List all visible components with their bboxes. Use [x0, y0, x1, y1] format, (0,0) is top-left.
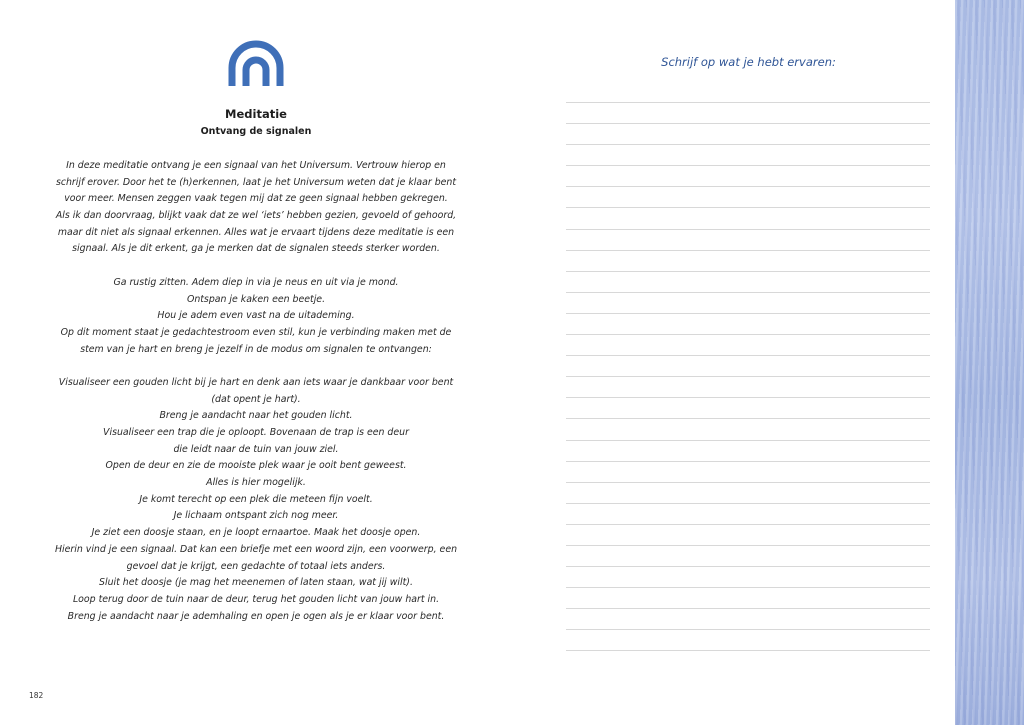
text-line: Als ik dan doorvraag, blijkt vaak dat ze wel ‘iets’ hebben gezien, gevoeld of gehoord, — [55, 210, 457, 222]
writing-line[interactable] — [566, 440, 930, 461]
text-line: Hou je adem even vast na de uitademing. — [157, 310, 355, 322]
writing-line[interactable] — [566, 355, 930, 376]
rainbow-arch-icon — [226, 40, 286, 90]
text-line: In deze meditatie ontvang je een signaal van het Universum. Vertrouw hierop en — [66, 160, 446, 171]
text-line: Op dit moment staat je gedachtestroom even stil, kun je verbinding maken met de — [60, 326, 452, 338]
writing-line[interactable] — [566, 397, 930, 418]
text-line: Ga rustig zitten. Adem diep in via je neus en uit via je mond. — [113, 276, 399, 288]
page-title: Meditatie — [225, 107, 287, 121]
writing-line[interactable] — [566, 629, 930, 650]
text-line: Je lichaam ontspant zich nog meer. — [173, 510, 339, 522]
text-line: Je komt terecht op een plek die meteen fijn voelt. — [139, 493, 373, 505]
writing-line[interactable] — [566, 587, 930, 608]
intro-paragraph — [40, 158, 472, 258]
writing-line[interactable] — [566, 165, 930, 186]
writing-line[interactable] — [566, 102, 930, 123]
writing-line[interactable] — [566, 186, 930, 207]
text-line: (dat opent je hart). — [211, 393, 301, 405]
right-page — [512, 0, 1024, 725]
writing-line[interactable] — [566, 271, 930, 292]
text-line: Hierin vind je een signaal. Dat kan een briefje met een woord zijn, een voorwerp, een — [54, 543, 458, 555]
writing-line[interactable] — [566, 524, 930, 545]
decorative-watercolor-edge — [955, 0, 1024, 725]
writing-line[interactable] — [566, 207, 930, 228]
text-line: voor meer. Mensen zeggen vaak tegen mij dat ze geen signaal hebben gekregen. — [64, 193, 448, 205]
meditation-text — [40, 158, 472, 625]
text-line: Open de deur en zie de mooiste plek waar je ooit bent geweest. — [105, 460, 407, 472]
visualisation-paragraph — [40, 375, 472, 625]
writing-line[interactable] — [566, 376, 930, 397]
text-line: Sluit het doosje (je mag het meenemen of laten staan, wat jij wilt). — [99, 577, 413, 589]
writing-lines[interactable] — [566, 102, 930, 672]
text-line: stem van je hart en breng je jezelf in de modus om signalen te ontvangen: — [80, 343, 432, 355]
writing-line[interactable] — [566, 229, 930, 250]
writing-line[interactable] — [566, 566, 930, 587]
page-subtitle: Ontvang de signalen — [200, 126, 312, 137]
text-line: gevoel dat je krijgt, een gedachte of totaal iets anders. — [126, 560, 386, 572]
page-number: 182 — [29, 691, 44, 700]
writing-line[interactable] — [566, 418, 930, 439]
text-line: Breng je aandacht naar je ademhaling en open je ogen als je er klaar voor bent. — [67, 610, 445, 622]
text-line: Ontspan je kaken een beetje. — [186, 293, 326, 305]
text-line: Alles is hier mogelijk. — [206, 477, 306, 489]
writing-line[interactable] — [566, 250, 930, 271]
writing-line[interactable] — [566, 608, 930, 629]
text-line: signaal. Als je dit erkent, ga je merken dat de signalen steeds sterker worden. — [72, 243, 440, 255]
text-line: schrijf erover. Door het te (h)erkennen, laat je het Universum weten dat je klaar bent — [55, 176, 457, 188]
writing-line[interactable] — [566, 482, 930, 503]
writing-line[interactable] — [566, 292, 930, 313]
text-line: Je ziet een doosje staan, en je loopt ernaartoe. Maak het doosje open. — [91, 527, 421, 539]
text-line: Breng je aandacht naar het gouden licht. — [159, 410, 353, 422]
writing-line[interactable] — [566, 144, 930, 165]
writing-line[interactable] — [566, 650, 930, 671]
writing-line[interactable] — [566, 545, 930, 566]
text-line: die leidt naar de tuin van jouw ziel. — [173, 443, 339, 455]
writing-line[interactable] — [566, 503, 930, 524]
writing-line[interactable] — [566, 334, 930, 355]
text-line: Visualiseer een gouden licht bij je hart en denk aan iets waar je dankbaar voor bent — [58, 376, 454, 388]
text-line: Visualiseer een trap die je oploopt. Bovenaan de trap is een deur — [103, 427, 409, 438]
writing-line[interactable] — [566, 461, 930, 482]
text-line: Loop terug door de tuin naar de deur, terug het gouden licht van jouw hart in. — [72, 593, 440, 605]
preparation-paragraph — [40, 275, 472, 358]
writing-prompt: Schrijf op wat je hebt ervaren: — [661, 55, 836, 69]
writing-line[interactable] — [566, 123, 930, 144]
writing-line[interactable] — [566, 313, 930, 334]
text-line: maar dit niet als signaal erkennen. Alles wat je ervaart tijdens deze meditatie is een — [57, 226, 455, 238]
